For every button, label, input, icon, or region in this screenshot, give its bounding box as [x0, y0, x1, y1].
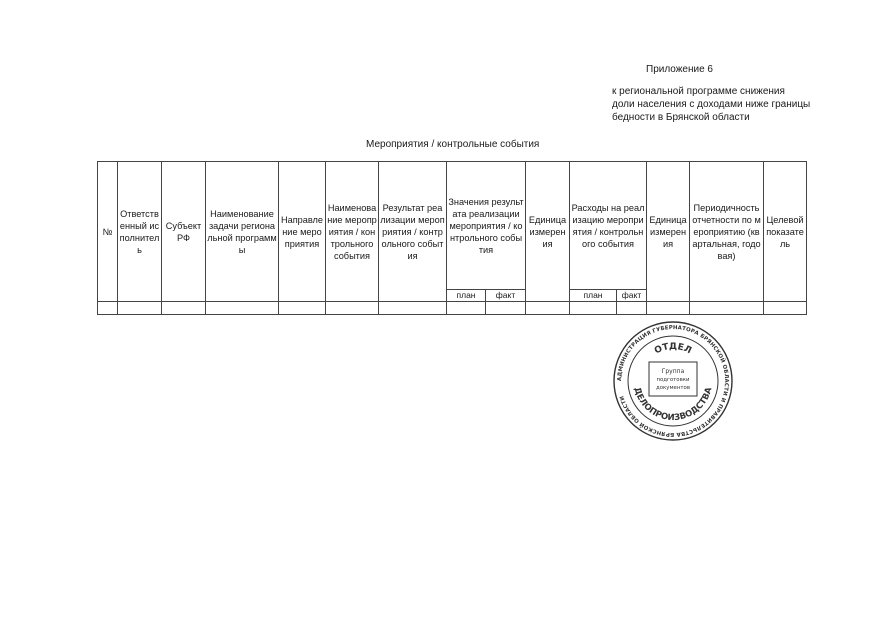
table-cell	[617, 302, 647, 315]
expenses-plan-cell: план	[570, 290, 617, 302]
header-periodicity: Периодичность отчетности по мероприятию (квартальная, годовая)	[690, 162, 764, 302]
stamp-center-line: документов	[656, 385, 690, 391]
table-cell	[486, 302, 526, 315]
annex-text	[612, 85, 832, 124]
header-unit-2: Единица измерения	[647, 162, 690, 302]
table-cell	[326, 302, 379, 315]
header-number: №	[98, 162, 118, 302]
stamp-bottom-word: ДЕЛОПРОИЗВОДСТВА	[631, 386, 715, 424]
values-plan-cell: план	[447, 290, 486, 302]
header-subject: Субъект РФ	[162, 162, 206, 302]
table-cell	[647, 302, 690, 315]
table-cell	[764, 302, 807, 315]
annex-line: доли населения с доходами ниже границы	[612, 99, 811, 110]
header-target: Целевой показатель	[764, 162, 807, 302]
header-values: Значения результата реализации мероприятия / контрольного события	[447, 162, 526, 290]
table-cell	[570, 302, 617, 315]
table-header-row	[98, 162, 807, 290]
table-cell	[447, 302, 486, 315]
annex-title: Приложение 6	[646, 64, 713, 75]
stamp-center-line: подготовки	[656, 377, 690, 383]
table-cell	[98, 302, 118, 315]
table-row	[98, 302, 807, 315]
header-unit-1: Единица измерения	[526, 162, 570, 302]
header-expenses: Расходы на реализацию мероприятия / контрольного события	[570, 162, 647, 290]
table-cell	[162, 302, 206, 315]
table-cell	[379, 302, 447, 315]
stamp-ring-text: АДМИНИСТРАЦИЯ ГУБЕРНАТОРА БРЯНСКОЙ ОБЛАСТИ И ПРАВИТЕЛЬСТВА БРЯНСКОЙ ОБЛАСТИ	[616, 324, 730, 438]
header-result: Результат реализации мероприятия / контрольного события	[379, 162, 447, 302]
stamp-seal	[612, 320, 734, 442]
stamp-center-line: Группа	[661, 368, 685, 375]
header-event: Наименование мероприятия / контрольного события	[326, 162, 379, 302]
table-cell	[118, 302, 162, 315]
events-table	[97, 161, 807, 315]
table-cell	[206, 302, 279, 315]
svg-text:ДЕЛОПРОИЗВОДСТВА	[632, 386, 715, 423]
table-cell	[526, 302, 570, 315]
header-task: Наименование задачи региональной программы	[206, 162, 279, 302]
header-responsible: Ответственный исполнитель	[118, 162, 162, 302]
document-title: Мероприятия / контрольные события	[366, 139, 540, 150]
header-direction: Направление мероприятия	[279, 162, 326, 302]
annex-line: бедности в Брянской области	[612, 112, 750, 123]
table-cell	[279, 302, 326, 315]
stamp-top-word: ОТДЕЛ	[653, 341, 693, 357]
table-cell	[690, 302, 764, 315]
svg-text:ОТДЕЛ	[653, 342, 693, 356]
values-fact-cell: факт	[486, 290, 526, 302]
expenses-fact-cell: факт	[617, 290, 647, 302]
annex-line: к региональной программе снижения	[612, 86, 785, 97]
